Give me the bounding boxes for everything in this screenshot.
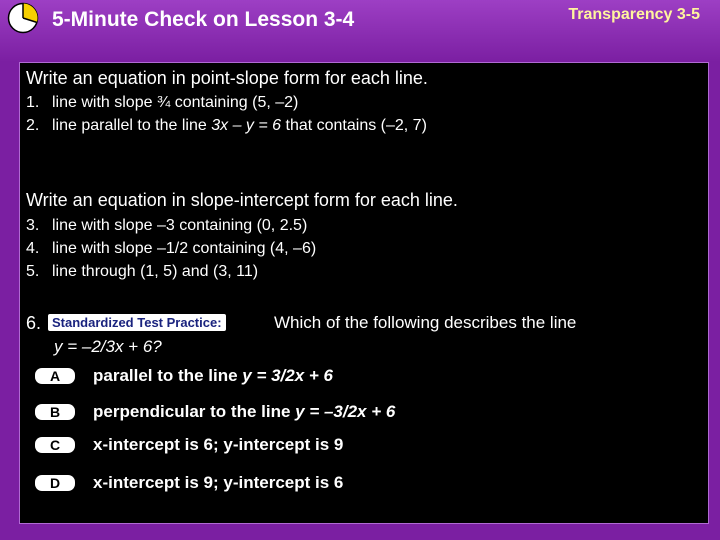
page-title: 5-Minute Check on Lesson 3-4 <box>52 8 355 31</box>
question-number: 4. <box>26 240 40 257</box>
choice-text-d: x-intercept is 9; y-intercept is 6 <box>93 473 344 492</box>
question-equation: 3x – y = 6 <box>211 117 282 134</box>
question-text: line through (1, 5) and (3, 11) <box>52 263 259 280</box>
question-3 <box>26 217 307 235</box>
content-panel <box>19 62 709 524</box>
header-bar <box>0 0 720 62</box>
choice-key-b[interactable]: B <box>35 404 75 420</box>
question-5 <box>26 263 258 281</box>
question-text: line with slope ¾ containing (5, –2) <box>52 94 299 111</box>
question-number: 1. <box>26 94 40 111</box>
question-6-equation: y = –2/3x + 6? <box>54 337 162 356</box>
question-number: 2. <box>26 117 40 134</box>
question-6-number: 6. <box>26 313 42 333</box>
question-2 <box>26 117 427 135</box>
question-text-tail: that contains (–2, 7) <box>281 117 427 134</box>
question-6-prompt: Which of the following describes the line <box>274 313 577 332</box>
question-text: line parallel to the line <box>52 117 212 134</box>
question-text: line with slope –1/2 containing (4, –6) <box>52 240 317 257</box>
choice-key-d[interactable]: D <box>35 475 75 491</box>
section1-heading: Write an equation in point-slope form for each line. <box>26 68 428 88</box>
standardized-test-badge: Standardized Test Practice: <box>48 314 226 331</box>
question-1 <box>26 94 298 112</box>
clock-icon <box>7 2 39 34</box>
transparency-label: Transparency 3-5 <box>568 6 700 23</box>
choice-text-a: parallel to the line y = 3/2x + 6 <box>93 366 334 385</box>
choice-key-c[interactable]: C <box>35 437 75 453</box>
choice-equation-b: y = –3/2x + 6 <box>295 402 396 421</box>
question-number: 5. <box>26 263 40 280</box>
question-number: 3. <box>26 217 40 234</box>
choice-key-a[interactable]: A <box>35 368 75 384</box>
choice-text-c: x-intercept is 6; y-intercept is 9 <box>93 435 344 454</box>
question-text: line with slope –3 containing (0, 2.5) <box>52 217 308 234</box>
choice-text-b: perpendicular to the line y = –3/2x + 6 <box>93 402 396 421</box>
question-4 <box>26 240 316 258</box>
choice-equation-a: y = 3/2x + 6 <box>242 366 334 385</box>
section2-heading: Write an equation in slope-intercept form for each line. <box>26 190 458 210</box>
